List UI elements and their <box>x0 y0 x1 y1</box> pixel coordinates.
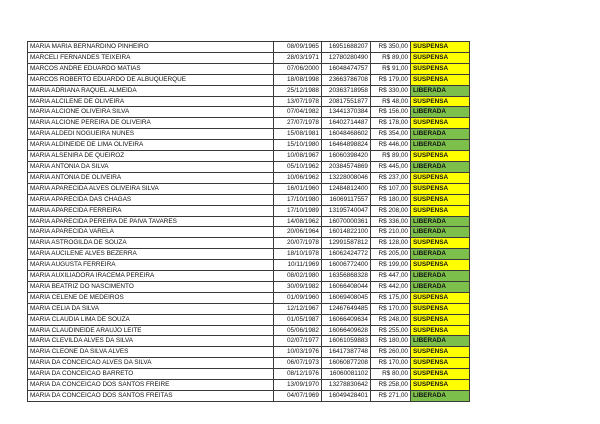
name-cell: MARIA DA CONCEICAO DOS SANTOS FREITAS <box>28 391 274 402</box>
value-cell: R$ 170,00 <box>371 358 411 369</box>
document-number-cell: 16014822100 <box>322 227 371 238</box>
table-row <box>28 238 470 249</box>
table-row <box>28 183 470 194</box>
name-cell: MARIA ALCILENE DE OLIVEIRA <box>28 96 274 107</box>
value-cell: R$ 179,00 <box>371 74 411 85</box>
name-cell: MARIA ANTONIA DA SILVA <box>28 161 274 172</box>
document-number-cell: 16062424772 <box>322 249 371 260</box>
name-cell: MARIA CELIA DA SILVA <box>28 303 274 314</box>
document-number-cell: 16951688207 <box>322 42 371 53</box>
document-number-cell: 20817551877 <box>322 96 371 107</box>
name-cell: MARIA CLEONE DA SILVA ALVES <box>28 347 274 358</box>
status-cell: SUSPENSA <box>411 260 470 271</box>
value-cell: R$ 156,00 <box>371 107 411 118</box>
name-cell: MARIA ALCIONE OLIVEIRA SILVA <box>28 107 274 118</box>
status-cell: SUSPENSA <box>411 325 470 336</box>
table-row <box>28 216 470 227</box>
document-number-cell: 16402714487 <box>322 118 371 129</box>
status-cell: SUSPENSA <box>411 96 470 107</box>
birthdate-cell: 07/04/1982 <box>274 107 322 118</box>
document-number-cell: 16049428401 <box>322 391 371 402</box>
status-cell: SUSPENSA <box>411 292 470 303</box>
table-row <box>28 358 470 369</box>
status-cell: LIBERADA <box>411 107 470 118</box>
table-row <box>28 391 470 402</box>
name-cell: MARIA AUGUSTA FERREIRA <box>28 260 274 271</box>
name-cell: MARIA AUCILENE ALVES BEZERRA <box>28 249 274 260</box>
name-cell: MARIA DA CONCEICAO DOS SANTOS FREIRE <box>28 380 274 391</box>
table-row <box>28 140 470 151</box>
name-cell: MARIA ADRIANA RAQUEL ALMEIDA <box>28 85 274 96</box>
birthdate-cell: 17/10/1980 <box>274 194 322 205</box>
document-number-cell: 16006772400 <box>322 260 371 271</box>
table-row <box>28 172 470 183</box>
birthdate-cell: 01/09/1960 <box>274 292 322 303</box>
document-number-cell: 16356868328 <box>322 271 371 282</box>
table-row <box>28 249 470 260</box>
value-cell: R$ 210,00 <box>371 227 411 238</box>
value-cell: R$ 89,00 <box>371 52 411 63</box>
birthdate-cell: 05/10/1962 <box>274 161 322 172</box>
birthdate-cell: 08/09/1965 <box>274 42 322 53</box>
document-number-cell: 16069117557 <box>322 194 371 205</box>
name-cell: MARIA ASTROGILDA DE SOUZA <box>28 238 274 249</box>
table-row <box>28 74 470 85</box>
value-cell: R$ 89,00 <box>371 151 411 162</box>
value-cell: R$ 350,00 <box>371 42 411 53</box>
birthdate-cell: 08/02/1980 <box>274 271 322 282</box>
value-cell: R$ 447,00 <box>371 271 411 282</box>
name-cell: MARIA APARECIDA ALVES OLIVEIRA SILVA <box>28 183 274 194</box>
table-row <box>28 281 470 292</box>
status-cell: SUSPENSA <box>411 183 470 194</box>
table-row <box>28 227 470 238</box>
status-cell: LIBERADA <box>411 140 470 151</box>
name-cell: MARIA ANTONIA DE OLIVEIRA <box>28 172 274 183</box>
table-row <box>28 96 470 107</box>
birthdate-cell: 13/07/1978 <box>274 96 322 107</box>
birthdate-cell: 16/01/1960 <box>274 183 322 194</box>
document-number-cell: 16069408045 <box>322 292 371 303</box>
document-number-cell: 20384574869 <box>322 161 371 172</box>
table-row <box>28 63 470 74</box>
document-number-cell: 16048468602 <box>322 129 371 140</box>
table-row <box>28 52 470 63</box>
table-row <box>28 85 470 96</box>
table-row <box>28 336 470 347</box>
birthdate-cell: 04/07/1969 <box>274 391 322 402</box>
name-cell: MARIA AUXILIADORA IRACEMA PEREIRA <box>28 271 274 282</box>
document-number-cell: 12991587812 <box>322 238 371 249</box>
status-cell: LIBERADA <box>411 271 470 282</box>
table-row <box>28 292 470 303</box>
document-number-cell: 20363718958 <box>322 85 371 96</box>
value-cell: R$ 170,00 <box>371 303 411 314</box>
name-cell: MARIA CELENE DE MEDEIROS <box>28 292 274 303</box>
name-cell: MARIA ALSENIRA DE QUEIROZ <box>28 151 274 162</box>
value-cell: R$ 354,00 <box>371 129 411 140</box>
value-cell: R$ 208,00 <box>371 205 411 216</box>
name-cell: MARIA APARECIDA PEREIRA DE PAIVA TAVARES <box>28 216 274 227</box>
value-cell: R$ 336,00 <box>371 216 411 227</box>
name-cell: MARIA APARECIDA DAS CHAGAS <box>28 194 274 205</box>
birthdate-cell: 18/10/1978 <box>274 249 322 260</box>
birthdate-cell: 07/06/2000 <box>274 63 322 74</box>
document-number-cell: 12467649485 <box>322 303 371 314</box>
value-cell: R$ 258,00 <box>371 380 411 391</box>
birthdate-cell: 28/03/1971 <box>274 52 322 63</box>
value-cell: R$ 237,00 <box>371 172 411 183</box>
birthdate-cell: 12/12/1967 <box>274 303 322 314</box>
status-cell: LIBERADA <box>411 85 470 96</box>
value-cell: R$ 446,00 <box>371 140 411 151</box>
status-cell: SUSPENSA <box>411 369 470 380</box>
status-cell: SUSPENSA <box>411 358 470 369</box>
status-cell: SUSPENSA <box>411 74 470 85</box>
birthdate-cell: 08/12/1976 <box>274 369 322 380</box>
status-cell: SUSPENSA <box>411 151 470 162</box>
document-number-cell: 16066409634 <box>322 314 371 325</box>
document-number-cell: 16066408044 <box>322 281 371 292</box>
birthdate-cell: 01/05/1987 <box>274 314 322 325</box>
document-number-cell: 16048474757 <box>322 63 371 74</box>
status-cell: SUSPENSA <box>411 52 470 63</box>
document-number-cell: 13195740047 <box>322 205 371 216</box>
birthdate-cell: 10/11/1969 <box>274 260 322 271</box>
table-row <box>28 369 470 380</box>
value-cell: R$ 178,00 <box>371 118 411 129</box>
birthdate-cell: 14/08/1962 <box>274 216 322 227</box>
birthdate-cell: 10/06/1962 <box>274 172 322 183</box>
value-cell: R$ 175,00 <box>371 292 411 303</box>
name-cell: MARIA DA CONCEICAO ALVES DA SILVA <box>28 358 274 369</box>
value-cell: R$ 442,00 <box>371 281 411 292</box>
document-number-cell: 12780280490 <box>322 52 371 63</box>
name-cell: MARIA DA CONCEICAO BARRETO <box>28 369 274 380</box>
birthdate-cell: 18/08/1998 <box>274 74 322 85</box>
spreadsheet-table <box>27 41 470 402</box>
table-row <box>28 161 470 172</box>
status-cell: LIBERADA <box>411 336 470 347</box>
table-row <box>28 314 470 325</box>
name-cell: MARIA APARECIDA VARELA <box>28 227 274 238</box>
value-cell: R$ 260,00 <box>371 347 411 358</box>
value-cell: R$ 180,00 <box>371 194 411 205</box>
status-cell: LIBERADA <box>411 216 470 227</box>
document-number-cell: 16060877208 <box>322 358 371 369</box>
birthdate-cell: 20/07/1978 <box>274 238 322 249</box>
birthdate-cell: 13/09/1970 <box>274 380 322 391</box>
table-row <box>28 347 470 358</box>
name-cell: MARIA CLAUDIA LIMA DE SOUZA <box>28 314 274 325</box>
status-cell: SUSPENSA <box>411 238 470 249</box>
value-cell: R$ 128,00 <box>371 238 411 249</box>
status-cell: SUSPENSA <box>411 303 470 314</box>
value-cell: R$ 180,00 <box>371 336 411 347</box>
status-cell: SUSPENSA <box>411 194 470 205</box>
document-number-cell: 16066409628 <box>322 325 371 336</box>
value-cell: R$ 107,00 <box>371 183 411 194</box>
table-row <box>28 380 470 391</box>
value-cell: R$ 80,00 <box>371 369 411 380</box>
name-cell: MARIA APARECIDA FERREIRA <box>28 205 274 216</box>
document-number-cell: 16061059883 <box>322 336 371 347</box>
table-body <box>28 42 470 402</box>
name-cell: MARCOS ROBERTO EDUARDO DE ALBUQUERQUE <box>28 74 274 85</box>
birthdate-cell: 02/07/1977 <box>274 336 322 347</box>
document-number-cell: 16464898824 <box>322 140 371 151</box>
name-cell: MARIA ALCIONE PEREIRA DE OLIVEIRA <box>28 118 274 129</box>
document-number-cell: 12484812400 <box>322 183 371 194</box>
document-number-cell: 23663786708 <box>322 74 371 85</box>
table-row <box>28 42 470 53</box>
name-cell: MARCOS ANDRE EDUARDO MATIAS <box>28 63 274 74</box>
name-cell: MARIA BEATRIZ DO NASCIMENTO <box>28 281 274 292</box>
birthdate-cell: 27/07/1978 <box>274 118 322 129</box>
name-cell: MARIA ALDEDI NOGUEIRA NUNES <box>28 129 274 140</box>
table-row <box>28 325 470 336</box>
status-cell: SUSPENSA <box>411 205 470 216</box>
status-cell: LIBERADA <box>411 391 470 402</box>
table-row <box>28 260 470 271</box>
status-cell: SUSPENSA <box>411 42 470 53</box>
birthdate-cell: 15/10/1980 <box>274 140 322 151</box>
status-cell: SUSPENSA <box>411 380 470 391</box>
status-cell: LIBERADA <box>411 129 470 140</box>
table-row <box>28 118 470 129</box>
document-number-cell: 13228008046 <box>322 172 371 183</box>
table-row <box>28 129 470 140</box>
name-cell: MARIA CLEVILDA ALVES DA SILVA <box>28 336 274 347</box>
status-cell: LIBERADA <box>411 249 470 260</box>
birthdate-cell: 15/08/1981 <box>274 129 322 140</box>
document-number-cell: 16417387748 <box>322 347 371 358</box>
birthdate-cell: 25/12/1988 <box>274 85 322 96</box>
document-number-cell: 16070000361 <box>322 216 371 227</box>
birthdate-cell: 20/06/1964 <box>274 227 322 238</box>
name-cell: MARIA ALDINEIDE DE LIMA OLIVEIRA <box>28 140 274 151</box>
birthdate-cell: 05/06/1982 <box>274 325 322 336</box>
table-row <box>28 205 470 216</box>
name-cell: MARCELI FERNANDES TEIXEIRA <box>28 52 274 63</box>
status-cell: LIBERADA <box>411 281 470 292</box>
table-row <box>28 271 470 282</box>
value-cell: R$ 255,00 <box>371 325 411 336</box>
value-cell: R$ 248,00 <box>371 314 411 325</box>
value-cell: R$ 205,00 <box>371 249 411 260</box>
document-number-cell: 13278830642 <box>322 380 371 391</box>
value-cell: R$ 199,00 <box>371 260 411 271</box>
birthdate-cell: 30/09/1982 <box>274 281 322 292</box>
value-cell: R$ 48,00 <box>371 96 411 107</box>
table-row <box>28 107 470 118</box>
name-cell: MARIA CLAUDINEIDE ARAUJO LEITE <box>28 325 274 336</box>
document-number-cell: 13441370384 <box>322 107 371 118</box>
status-cell: SUSPENSA <box>411 63 470 74</box>
birthdate-cell: 17/10/1989 <box>274 205 322 216</box>
name-cell: MARIA MARIA BERNARDINO PINHEIRO <box>28 42 274 53</box>
status-cell: SUSPENSA <box>411 172 470 183</box>
value-cell: R$ 271,00 <box>371 391 411 402</box>
birthdate-cell: 06/07/1973 <box>274 358 322 369</box>
value-cell: R$ 445,00 <box>371 161 411 172</box>
document-number-cell: 16060398420 <box>322 151 371 162</box>
birthdate-cell: 10/08/1967 <box>274 151 322 162</box>
value-cell: R$ 330,00 <box>371 85 411 96</box>
status-cell: LIBERADA <box>411 227 470 238</box>
status-cell: SUSPENSA <box>411 314 470 325</box>
document-number-cell: 16060081102 <box>322 369 371 380</box>
table-row <box>28 151 470 162</box>
status-cell: SUSPENSA <box>411 118 470 129</box>
status-cell: LIBERADA <box>411 161 470 172</box>
table-row <box>28 303 470 314</box>
status-cell: SUSPENSA <box>411 347 470 358</box>
birthdate-cell: 10/03/1976 <box>274 347 322 358</box>
value-cell: R$ 91,00 <box>371 63 411 74</box>
table-row <box>28 194 470 205</box>
